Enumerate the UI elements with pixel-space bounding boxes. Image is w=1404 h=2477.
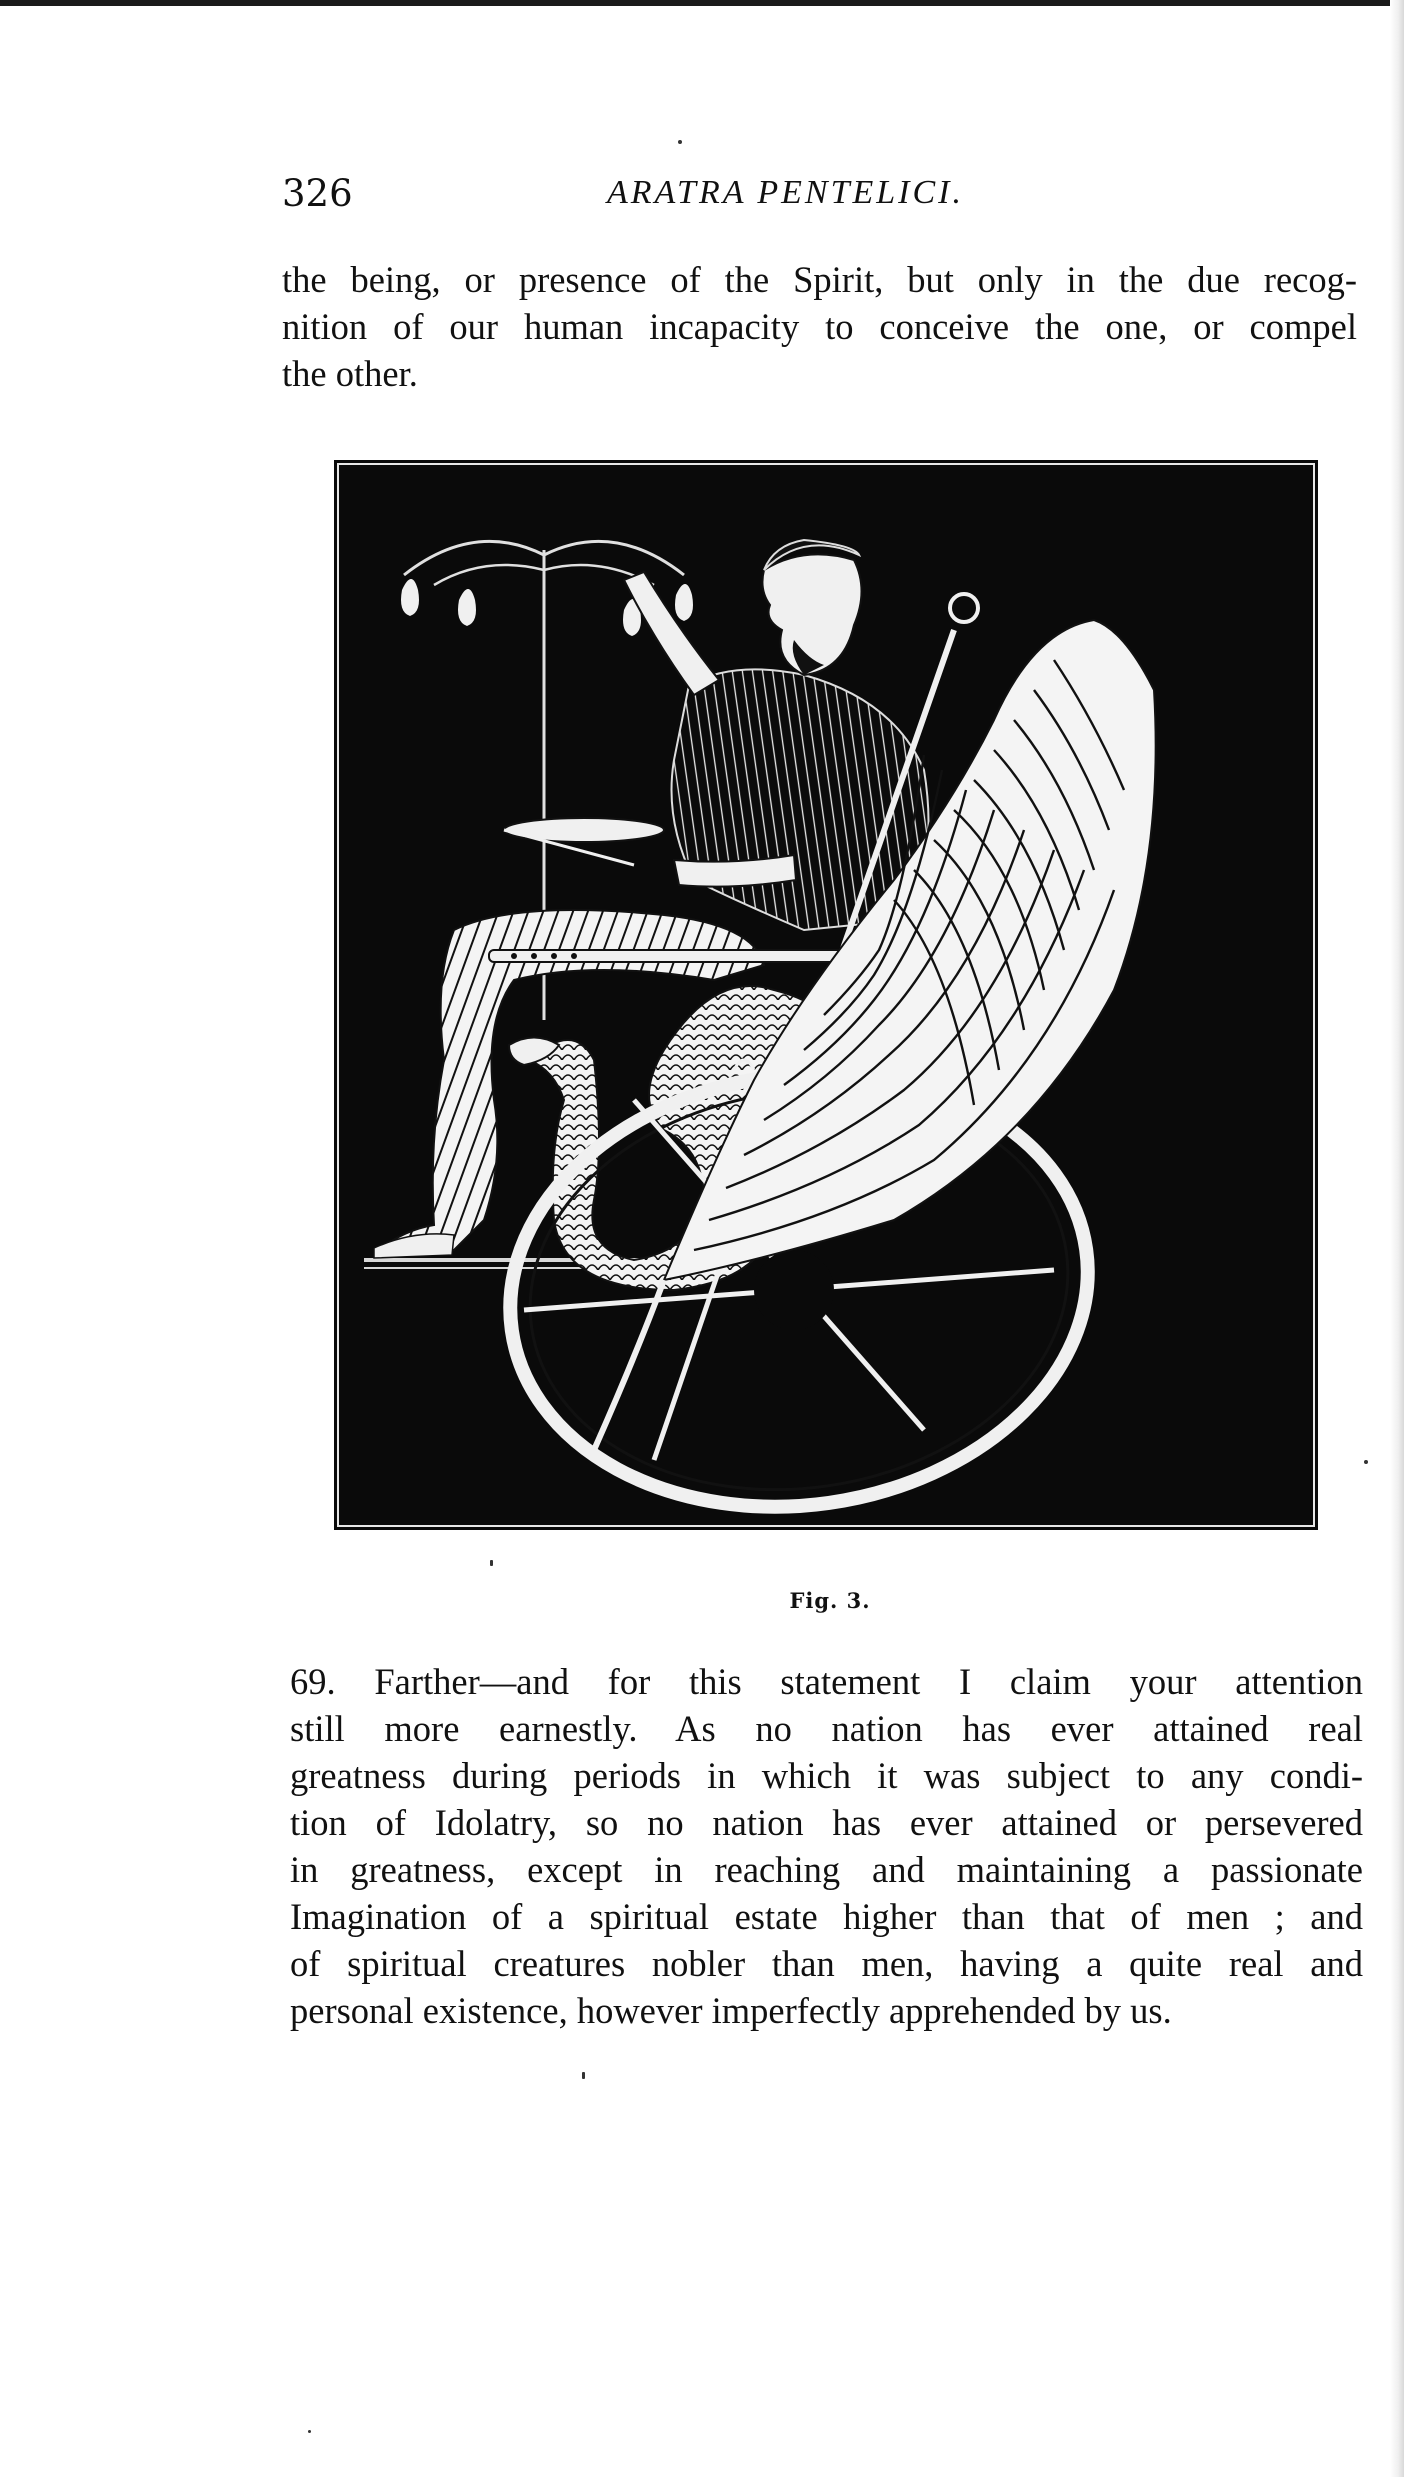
scan-speck — [678, 140, 682, 144]
page-number: 326 — [282, 172, 353, 215]
text-line: the other. — [282, 353, 418, 394]
running-title: ARATRA PENTELICI. — [607, 174, 964, 211]
text-line: the being, or presence of the Spirit, but only in the due recog- — [282, 259, 1357, 300]
scan-page-edge — [1390, 0, 1404, 2477]
scan-speck — [582, 2072, 585, 2079]
page-header — [282, 172, 1362, 222]
text-line: tion of Idolatry, so no nation has ever attained or persevered — [290, 1802, 1363, 1843]
text-line: Imagination of a spiritual estate higher than that of men ; and — [290, 1896, 1363, 1937]
text-line: greatness during periods in which it was subject to any condi- — [290, 1755, 1363, 1796]
figure-illustration-winged-chariot — [334, 460, 1318, 1530]
paragraph-69 — [290, 1658, 1363, 2034]
text-line: of spiritual creatures nobler than men, having a quite real and — [290, 1943, 1363, 1984]
text-line: 69. Farther—and for this statement I claim your attention — [290, 1661, 1363, 1702]
text-line: in greatness, except in reaching and maintaining a passionate — [290, 1849, 1363, 1890]
scan-speck — [1364, 1460, 1368, 1464]
scan-top-border — [0, 0, 1404, 6]
figure-caption: Fig. 3. — [789, 1588, 871, 1613]
illustration-svg — [334, 460, 1318, 1530]
text-line: personal existence, however imperfectly apprehended by us. — [290, 1990, 1172, 2031]
paragraph-continued — [282, 256, 1357, 397]
text-line: still more earnestly. As no nation has ever attained real — [290, 1708, 1363, 1749]
scan-speck — [308, 2430, 311, 2433]
scan-speck — [490, 1560, 493, 1566]
text-line: nition of our human incapacity to conceive the one, or compel — [282, 306, 1357, 347]
